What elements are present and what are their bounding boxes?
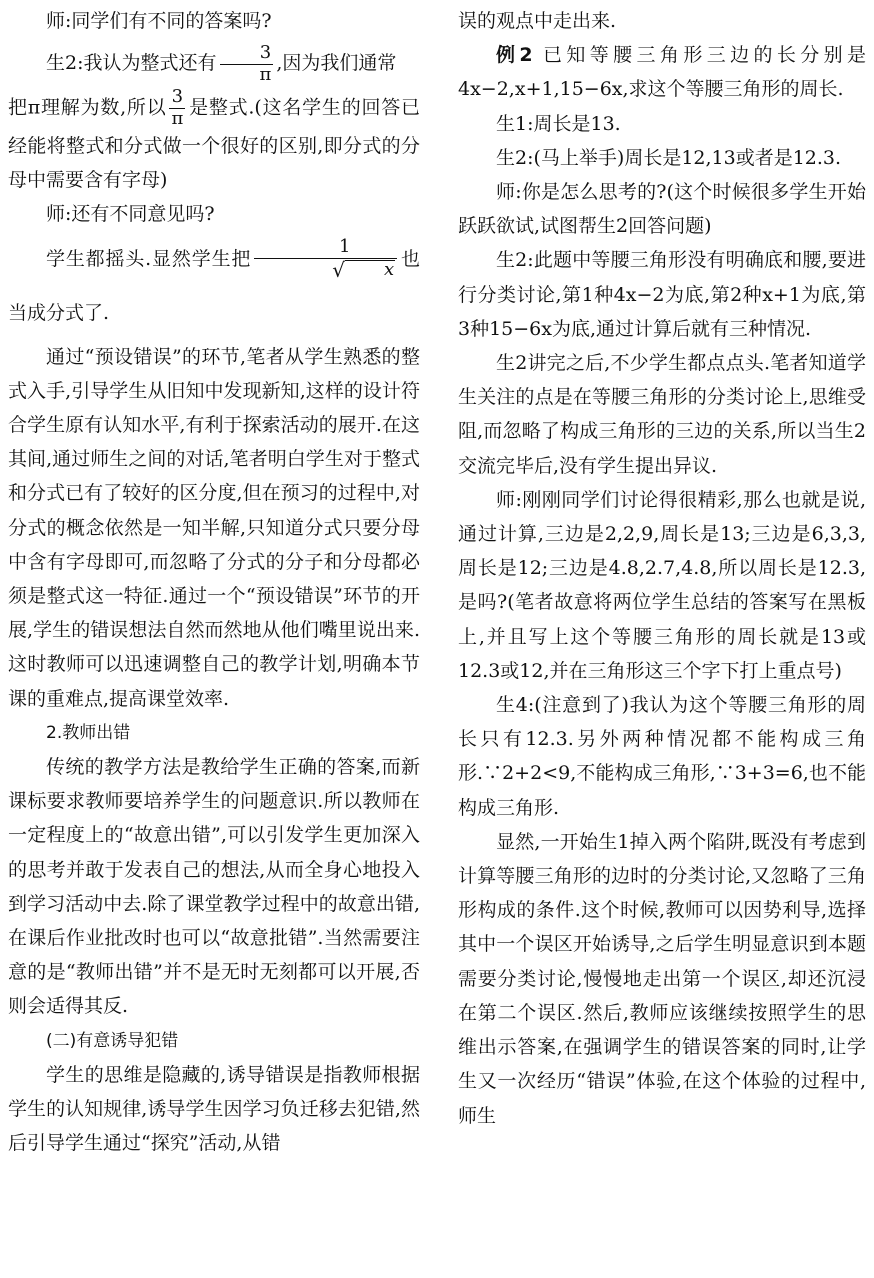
paragraph-conclusion: 显然,一开始生1掉入两个陷阱,既没有考虑到计算等腰三角形的边时的分类讨论,又忽略了三角形构成的条件.这个时候,教师可以因势利导,选择其中一个误区开始诱导,之后学生明显意识到本题需要分类讨论,慢慢地走出第一个误区,却还沉浸在第二个误区.然后,教师应该继续按照学生的思维出示答案,在强调学生的错误答案的同时,让学生又一次经历“错误”体验,在这个体验的过程中,师生 xyxy=(458,830,866,1127)
paragraph-student4-answer: 生4:(注意到了)我认为这个等腰三角形的周长只有12.3.另外两种情况都不能构成三角形.∵2+2<9,不能构成三角形,∵3+3=6,也不能构成三角形. xyxy=(458,694,866,819)
paragraph-continuation: 误的观点中走出来. xyxy=(458,10,617,32)
radical-sign: √ xyxy=(332,257,345,282)
paragraph-student2-answer: 生2:(马上举手)周长是12,13或者是12.3. xyxy=(496,146,842,169)
section-heading-teacher-error: 2.教师出错 xyxy=(46,722,131,743)
left-column xyxy=(8,4,420,1160)
paragraph-traditional-method: 传统的教学方法是教给学生正确的答案,而新课标要求教师要培养学生的问题意识.所以教师在一定程度上的“故意出错”,可以引发学生更加深入的思考并敢于发表自己的想法,从而全身心地投入到学习活动中去.除了课堂教学过程中的故意出错,在课后作业批改时也可以“故意批错”.当然需要注意的是“教师出错”并不是无时无刻都可以开展,否则会适得其反. xyxy=(8,756,420,1018)
paragraph-teacher-question: 师:同学们有不同的答案吗? xyxy=(46,10,272,32)
text-segment: 也当成分式了. xyxy=(8,247,420,324)
fraction-denominator xyxy=(254,258,397,282)
text-segment: ,因为我们通常 xyxy=(276,52,397,75)
paragraph-teacher-followup: 师:还有不同意见吗? xyxy=(46,203,215,226)
right-column xyxy=(458,4,866,1133)
fraction-1-over-sqrt-x xyxy=(254,235,397,282)
fraction-3-over-pi xyxy=(169,88,185,129)
paragraph-student1-answer: 生1:周长是13. xyxy=(496,112,621,135)
fraction-numerator: 1 xyxy=(338,235,351,257)
example-2-problem xyxy=(458,38,866,106)
text-segment: 是整式.(这名学生的回答已经能将整式和分式做一个很好的区别,即分式的分母中需要含有字母) xyxy=(8,96,421,192)
radicand: x xyxy=(345,260,395,280)
paragraph-author-observation: 生2讲完之后,不少学生都点点头.笔者知道学生关注的点是在等腰三角形的分类讨论上,思维受阻,而忽略了构成三角形的三边的关系,所以当生2交流完毕后,没有学生提出异议. xyxy=(458,352,866,477)
square-root xyxy=(294,257,395,282)
example-label: 例2 xyxy=(496,44,533,67)
example-text: 已知等腰三角形三边的长分别是4x−2,x+1,15−6x,求这个等腰三角形的周长. xyxy=(458,44,866,101)
fraction-numerator: 3 xyxy=(259,41,272,63)
paragraph-teacher-asks: 师:你是怎么思考的?(这个时候很多学生开始跃跃欲试,试图帮生2回答问题) xyxy=(458,181,866,238)
text-segment: 学生都摇头.显然学生把 xyxy=(46,247,252,270)
fraction-numerator: 3 xyxy=(171,86,184,108)
fraction-denominator: π xyxy=(171,108,184,130)
fraction-3-over-pi xyxy=(220,41,274,85)
section-heading-induced-error: (二)有意诱导犯错 xyxy=(46,1030,179,1051)
paragraph-hidden-thinking: 学生的思维是隐藏的,诱导错误是指教师根据学生的认知规律,诱导学生因学习负迁移去犯错,然后引导学生通过“探究”活动,从错 xyxy=(8,1063,420,1155)
text-segment: 生2:我认为整式还有 xyxy=(46,52,217,75)
paragraph-pi-as-number xyxy=(8,88,420,197)
fraction-denominator: π xyxy=(220,64,274,85)
paragraph-teacher-summary: 师:刚刚同学们讨论得很精彩,那么也就是说,通过计算,三边是2,2,9,周长是13;三边是6,3,3,周长是12;三边是4.8,2.7,4.8,所以周长是12.3,是吗?(笔者故意将两位学生总结的答案写在黑板上,并且写上这个等腰三角形的周长就是13或12.3或12,并在三角形这三个字下打上重点号) xyxy=(458,488,866,682)
paragraph-student2-explains: 生2:此题中等腰三角形没有明确底和腰,要进行分类讨论,第1种4x−2为底,第2种x+1为底,第3种15−6x为底,通过计算后就有三种情况. xyxy=(458,249,866,340)
paragraph-students-shake-heads xyxy=(8,232,420,340)
paragraph-student2-answer xyxy=(8,38,420,88)
paragraph-preset-error-analysis: 通过“预设错误”的环节,笔者从学生熟悉的整式入手,引导学生从旧知中发现新知,这样的设计符合学生原有认知水平,有利于探索活动的展开.在这其间,通过师生之间的对话,笔者明白学生对于整式和分式已有了较好的区分度,但在预习的过程中,对分式的概念依然是一知半解,只知道分式只要分母中含有字母即可,而忽略了分式的分子和分母都必须是整式这一特征.通过一个“预设错误”环节的开展,学生的错误想法自然而然地从他们嘴里说出来.这时教师可以迅速调整自己的教学计划,明确本节课的重难点,提高课堂效率. xyxy=(8,345,420,710)
text-segment: 把π理解为数,所以 xyxy=(8,96,167,119)
